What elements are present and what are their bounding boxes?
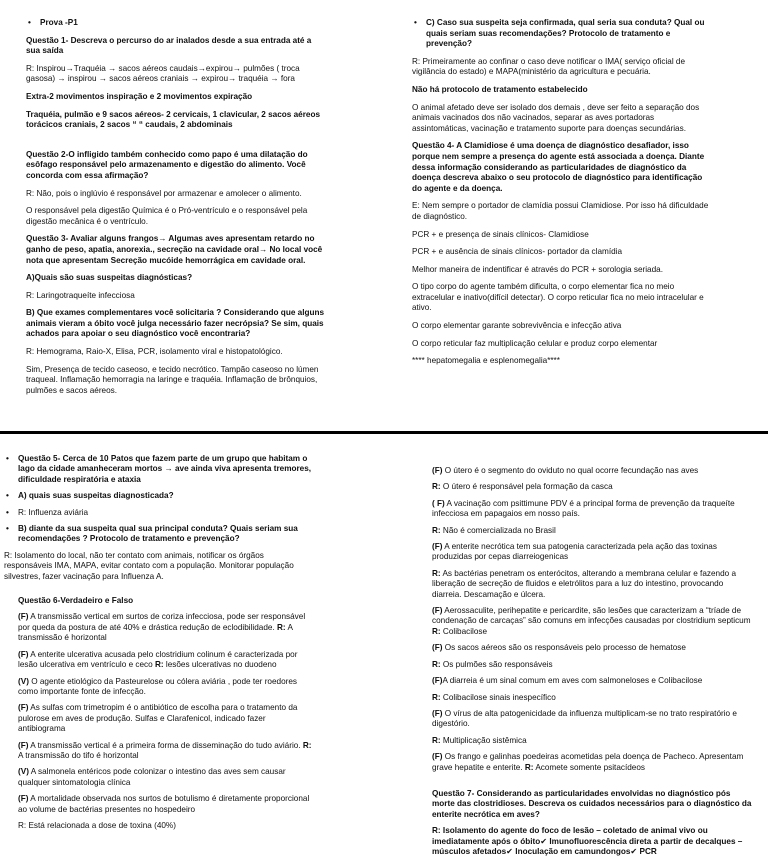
answer-mark: (F) [18,740,29,750]
true-false-item [432,676,754,686]
answer-mark: (F) [432,643,443,653]
true-false-item [432,569,754,600]
question-7-answer: R: Isolamento do agente do foco de lesão – coletado de animal vivo ou imediatamente após o óbito✔ Imunofluorescência direta a partir de decalques – músculos afetados✔ Inoculação em camundongos✔ PCR [432,826,743,856]
answer-mark: (F) [18,649,29,659]
item-text: Os sacos aéreos são os responsáveis pelo processo de hematose [442,643,686,653]
answer-mark: (F) [432,752,443,762]
text-paragraph: Questão 1- Descreva o percurso do ar inalados desde a sua entrada até a sua saída [26,35,312,56]
item-text: A vacinação com psittimune PDV é a principal forma de prevenção da traqueíte infecciosa em papagaios em nosso país. [432,498,735,519]
text-paragraph: R: Hemograma, Raio-X, Elisa, PCR, isolamento viral e histopatológico. [26,347,283,357]
text-paragraph: • A) quais suas suspeitas diagnosticada? [4,491,312,501]
response-label: R: [302,740,312,750]
item-text: lesões ulcerativas no duodeno [163,660,277,670]
item-text: A transmissão vertical é a primeira forma de disseminação do tudo aviário. [28,740,303,750]
text-paragraph: O animal afetado deve ser isolado dos demais , deve ser feito a separação dos animais vacinados dos não vacinados, separar as aves portadoras assintomáticas, vacinação e tratamento suporte para doenças secundárias. [412,102,700,133]
true-false-item [432,466,754,476]
text-paragraph: Não há protocolo de tratamento estabelecido [412,84,588,94]
answer-mark: R: [432,735,441,745]
text-paragraph: • C) Caso sua suspeita seja confirmada, qual seria sua conduta? Qual ou quais seriam suas recomendações? Protocolo de tratamento e prevenção? [412,18,712,50]
true-false-item [18,741,312,762]
text-paragraph: Questão 2-O infligido também conhecido como papo é uma dilatação do esôfago responsável pelo armazenamento e digestão do alimento. Você concorda com essa afirmação? [26,149,308,180]
item-text: Colibacilose [440,626,488,636]
item-text: A enterite necrótica tem sua patogenia caracterizada pela ação das toxinas produzidas por cepas diarreiogenicas [432,542,717,562]
text-paragraph: Sim, Presença de tecido caseoso, e tecido necrótico. Tampão caseoso no lúmen traqueal. Inflamação hemorragia na laringe e traquéia. Inflamação de brônquios, pulmões e sacos aéreos. [26,364,319,395]
item-text: A transmissão vertical em surtos de coriza infecciosa, pode ser responsável por queda da postura de até 40% e drástica redução de eclodibilidade. [18,612,306,632]
true-false-item [432,542,754,563]
text-paragraph: R: Primeiramente ao confinar o caso deve notificar o IMA( serviço oficial de vigilância do estado) e MAPA(ministério da agricultura e pecuária. [412,56,686,77]
text-paragraph: E: Nem sempre o portador de clamídia possui Clamidiose. Por isso há dificuldade de diagnóstico. [412,201,709,221]
exam-page-top [0,0,768,432]
true-false-item [18,650,312,671]
response-label: R: [277,622,286,632]
question-6-block [4,596,312,831]
text-paragraph: A)Quais são suas suspeitas diagnósticas? [26,273,193,283]
text-paragraph: O tipo corpo do agente também dificulta, o corpo elementar fica no meio extracelular e inativo(difícil detectar). O corpo reticular fica no meio intracelular e ativo. [412,282,704,313]
text-paragraph: **** hepatomegalia e esplenomegalia**** [412,356,560,366]
text-paragraph: Traquéia, pulmão e 9 sacos aéreos- 2 cervicais, 1 clavicular, 2 sacos aéreos torácicos craniais, 2 sacos “ “ caudais, 2 abdominais [26,109,321,130]
answer-mark: R: [432,525,441,535]
text-paragraph: O corpo reticular faz multiplicação celular e produz corpo elementar [412,338,658,348]
item-text: A enterite ulcerativa acusada pelo clostridium colinum é caracterizada por lesão ulcerativa em ventrículo e ceco [18,649,298,670]
text-paragraph: PCR + e ausência de sinais clínicos- portador da clamídia [412,247,623,257]
answer-mark: ( F) [432,498,445,508]
top-left-column [26,18,326,428]
item-text: Não é comercializada no Brasil [440,525,556,535]
true-false-item [432,643,754,653]
item-text: O vírus de alta patogenicidade da influenza multiplicam-se no trato respiratório e digestório. [432,708,737,729]
item-text: Os frango e galinhas poedeiras acometidas pela doença de Pacheco. Apresentam grave hepatite e enterite. [432,752,744,772]
item-text: A transmissão é horizontal [18,622,293,643]
true-false-item [18,703,312,734]
true-false-item [18,794,312,815]
text-paragraph: R: Não, pois o inglúvio é responsável por armazenar e amolecer o alimento. [26,188,302,198]
true-false-item [432,709,754,730]
text-paragraph: O corpo elementar garante sobrevivência e infecção ativa [412,321,622,331]
item-text: Multiplicação sistêmica [440,735,527,745]
exam-page-bottom [0,434,768,866]
item-text: Colibacilose sinais inespecífico [440,692,556,702]
answer-mark: (V) [18,676,29,686]
top-right-column [412,18,712,428]
response-label: R: [432,626,441,636]
item-text: R: Está relacionada a dose de toxina (40%) [18,820,176,830]
true-false-item [18,767,312,788]
true-false-item [432,526,754,536]
text-paragraph: PCR + e presença de sinais clínicos- Clamidiose [412,229,589,239]
item-text: O útero é responsável pela formação da casca [440,482,613,492]
text-paragraph: R: Laringotraqueíte infecciosa [26,290,135,300]
spacer [26,138,326,150]
item-text: A salmonela entéricos pode colonizar o intestino das aves sem causar qualquer sintomatologia clínica [18,767,286,787]
true-false-item [432,660,754,670]
item-text: As bactérias penetram os enterócitos, alterando a membrana celular e fazendo a liberação de secreção de fluidos e eletrólitos para a luz do intestino, provocando diarreia. Descamação e úlcera. [432,568,737,599]
answer-mark: (F) [432,606,443,616]
answer-mark: R: [432,692,441,702]
answer-mark: (F) [432,542,443,552]
answer-mark: (F) [432,708,443,718]
question-6-title: Questão 6-Verdadeiro e Falso [18,596,134,606]
text-paragraph: • Prova -P1 [26,18,326,29]
bottom-right-column [432,466,754,864]
answer-mark: R: [432,568,441,578]
text-paragraph: B) Que exames complementares você solicitaria ? Considerando que alguns animais vieram a óbito você julga necessário fazer necrópsia? Se sim, quais achados para apoiar o seu diagnóstico você encontraria? [26,308,325,339]
true-false-item [432,499,754,520]
true-false-item [18,612,312,643]
response-label: R: [524,762,534,772]
item-text: Os pulmões são responsáveis [440,659,553,669]
bottom-left-column [4,454,312,864]
answer-mark: R: [432,482,441,492]
true-false-item [432,482,754,492]
question-7-title: Questão 7- Considerando as particularidades envolvidas no diagnóstico pós morte das clostridioses. Descreva os cuidados necessários para o diagnóstico da enterite necrótica em aves? [432,788,752,819]
text-paragraph: Questão 4- A Clamidiose é uma doença de diagnóstico desafiador, isso porque nem sempre a presença do agente está associada a doença. Diante dessa informação considerando as particularidades de diagnóstico da doença descreva abaixo o seu protocolo de diagnóstico para identificação do agente e da doença. [412,141,705,193]
text-paragraph: • Questão 5- Cerca de 10 Patos que fazem parte de um grupo que habitam o lago da cidade amanheceram mortos → ave ainda viva apresenta tremores, dificuldade respiratória e ataxia [4,454,312,485]
text-paragraph: Melhor maneira de indentificar é através do PCR + sorologia seriada. [412,264,663,274]
response-label: R: [154,660,164,670]
answer-mark: (F) [18,794,29,804]
answer-mark: (F) [432,466,443,475]
item-text: A mortalidade observada nos surtos de botulismo é diretamente proporcional ao volume de bactérias presentes no hospedeiro [18,794,310,814]
text-paragraph: Questão 3- Avaliar alguns frangos→ Algumas aves apresentam retardo no ganho de peso, apatia, anorexia., secreção na cavidade oral→ No local você nota que apresentam Secreção mucóide hemorrágica em cavidade oral. [26,234,323,265]
text-paragraph: R: Inspirou→Traquéia → sacos aéreos caudais→expirou→ pulmões ( troca gasosa) → inspirou → sacos aéreos craniais → expirou→ traquéia → fora [26,63,300,84]
text-paragraph: R: Isolamento do local, não ter contato com animais, notificar os órgãos responsáveis IMA, MAPA, evitar contato com a população. Monitorar população silvestres, fazer vacinação para Influenza A. [4,550,294,581]
item-text: O útero é o segmento do oviduto no qual ocorre fecundação nas aves [442,466,699,475]
text-paragraph: • R: Influenza aviária [4,508,312,518]
answer-mark: (F) [18,703,29,713]
true-false-item [18,821,312,831]
answer-mark: (V) [18,767,29,777]
text-paragraph: O responsável pela digestão Química é o Pró-ventrículo e o responsável pela digestão mecânica é o ventrículo. [26,206,308,226]
answer-mark: (F) [432,676,443,686]
true-false-item [432,606,754,637]
text-paragraph: Extra-2 movimentos inspiração e 2 movimentos expiração [26,91,253,101]
true-false-item [432,752,754,773]
item-text: As sulfas com trimetropim é o antibiótico de escolha para o tratamento da pulorose em aves de produção. Sulfas e Clarafenicol, indicado fazer antibiograma [18,703,298,734]
true-false-item [18,677,312,698]
question-7-block [432,789,754,857]
true-false-item [432,693,754,703]
answer-mark: R: [432,659,441,669]
item-text: A diarreia é um sinal comum em aves com salmoneloses e Colibacilose [442,676,703,686]
item-text: Aerossaculite, perihepatite e pericardite, são lesões que caracterizam a “tríade de condenação de carcaças” são comuns em infecções causadas por clostridium septicum [432,606,751,626]
item-text: A transmissão do tifo é horizontal [18,750,139,760]
item-text: O agente etiológico da Pasteurelose ou cólera aviária , pode ter roedores como importante fonte de infecção. [18,676,298,696]
true-false-item [432,736,754,746]
answer-mark: (F) [18,612,29,622]
item-text: Acomete somente psitacídeos [533,762,646,772]
text-paragraph: • B) diante da sua suspeita qual sua principal conduta? Quais seriam sua recomendações ? Protocolo de tratamento e prevenção? [4,524,312,545]
